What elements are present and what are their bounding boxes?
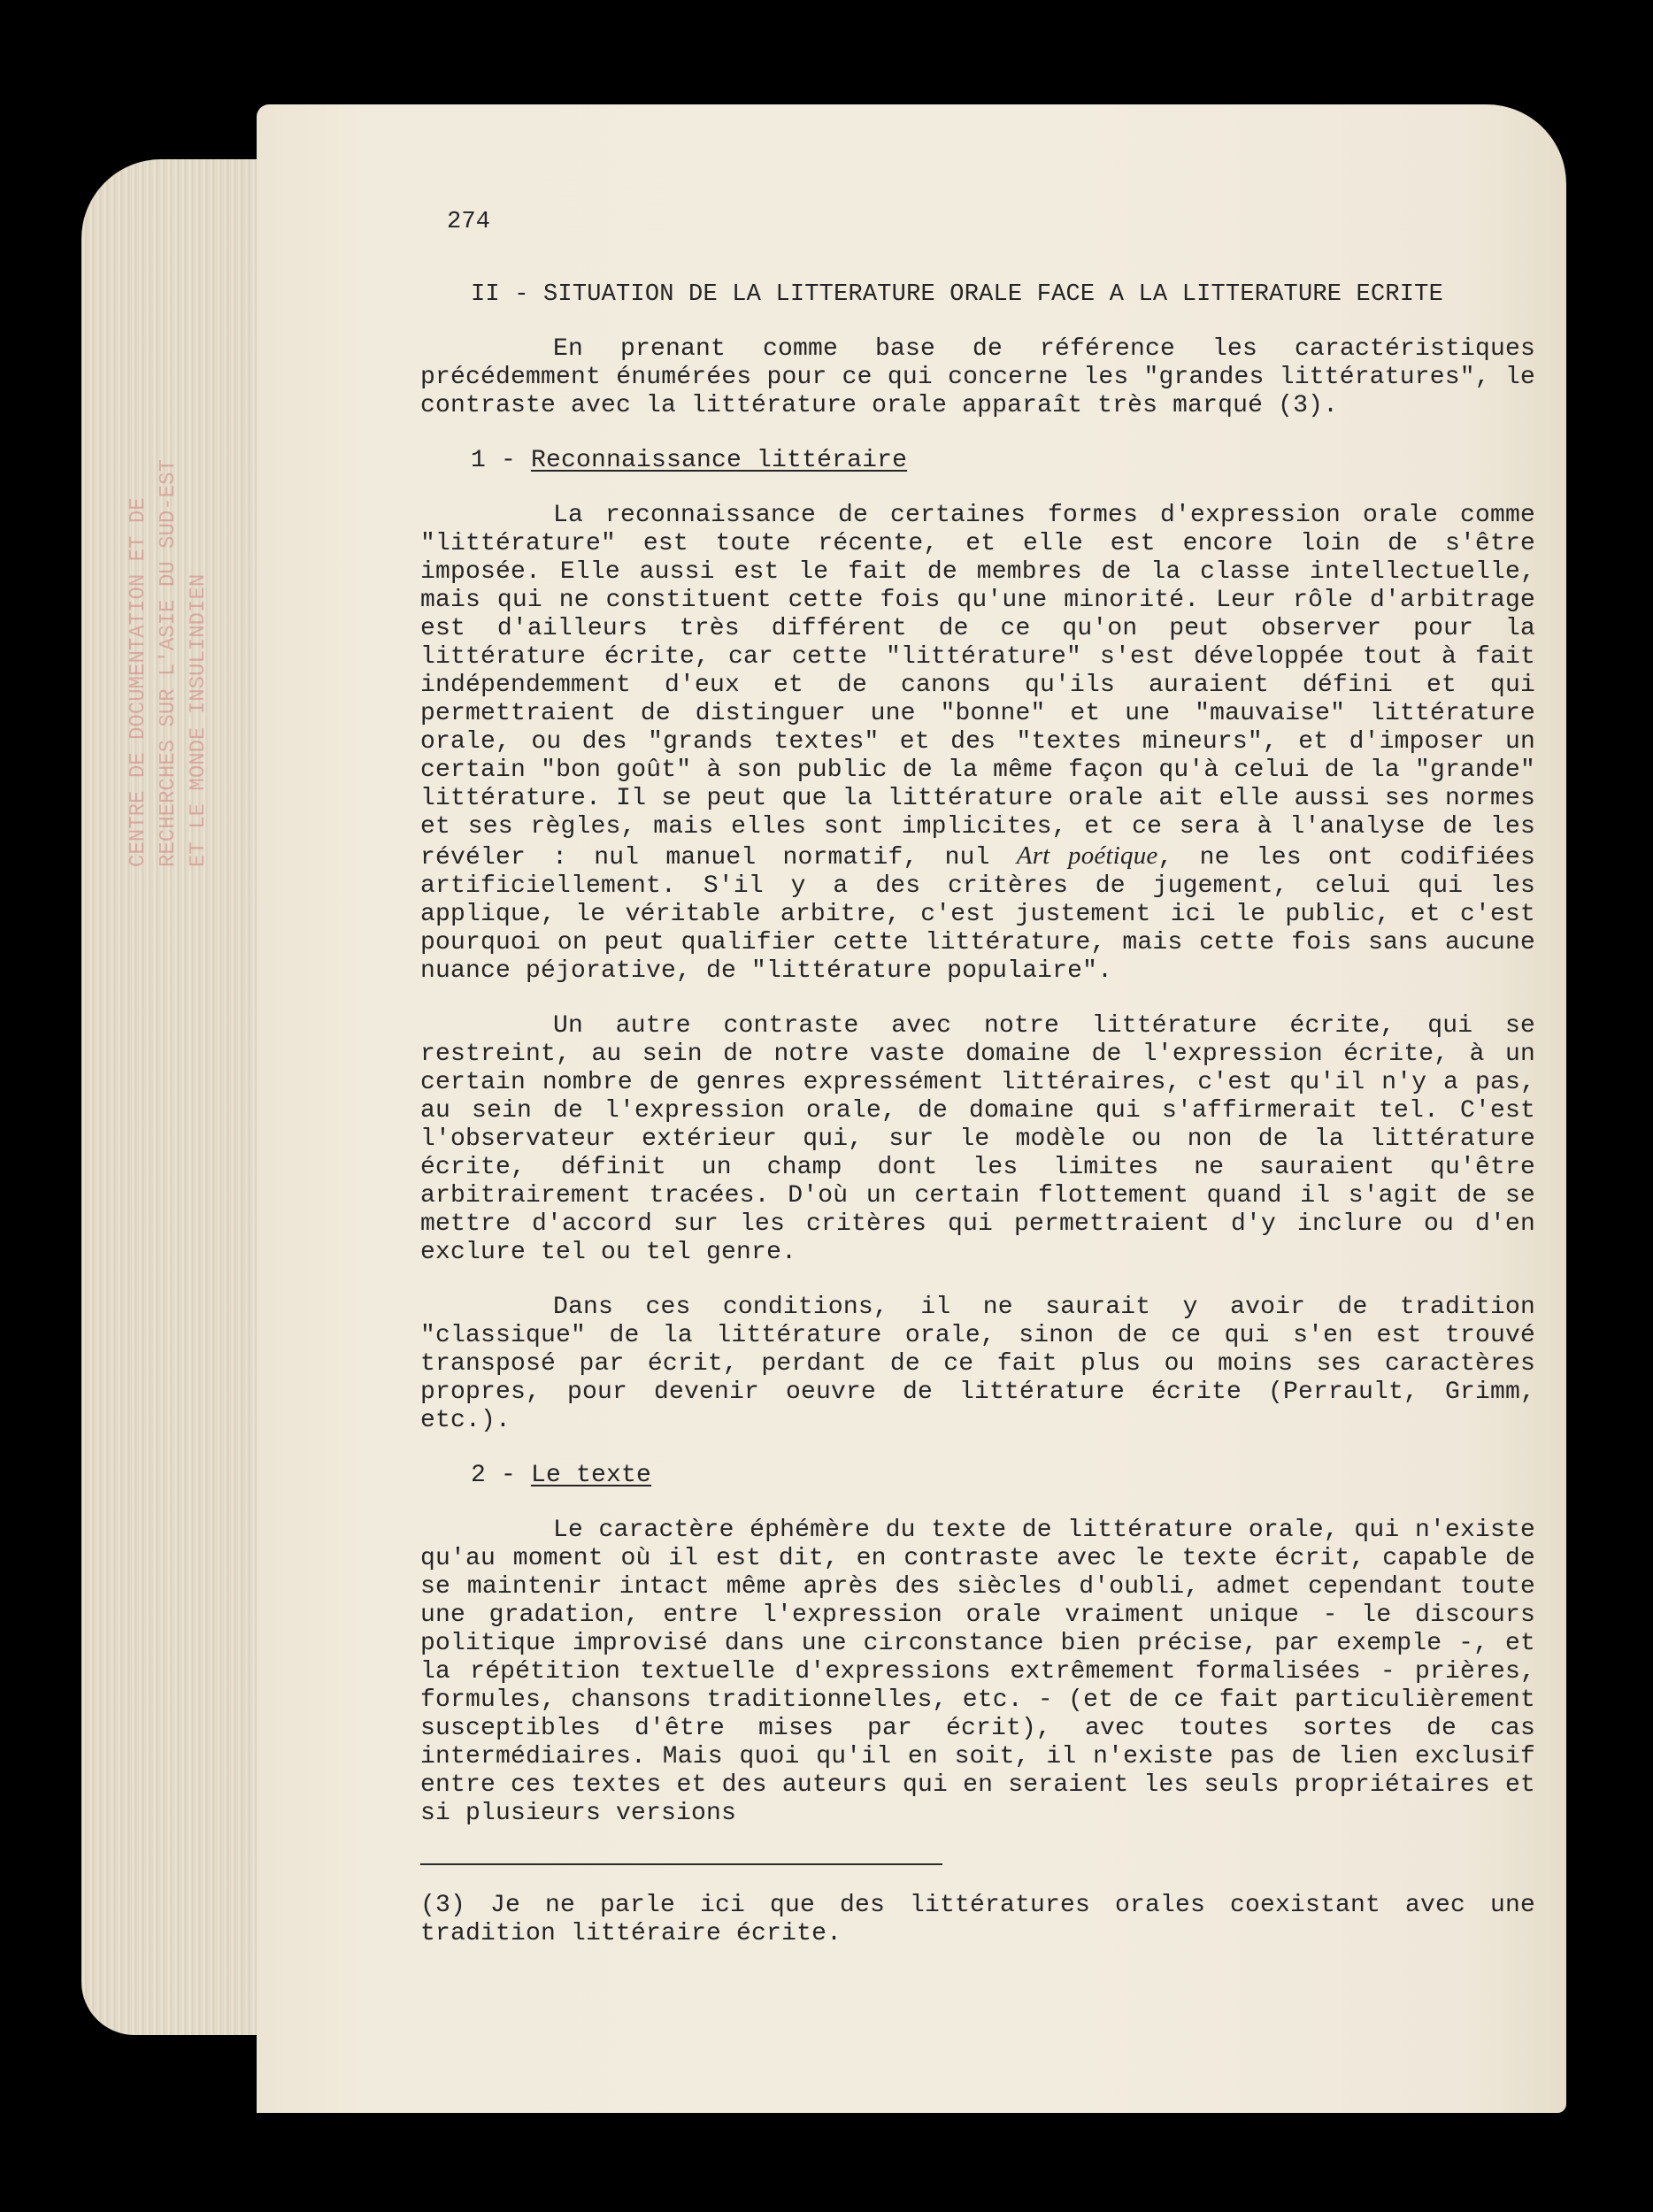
subsection-1-number: 1 -	[471, 447, 532, 474]
footnote-divider	[420, 1863, 942, 1865]
paragraph-text: , ne les ont codifiées artificiellement. S'il y a des critères de jugement, celui qui les applique, le véritable arbitre, c'est justement ici le public, et c'est pourquoi on peut qualifier cette littérature, mais cette fois sans aucune nuance péjorative, de "littérature populaire".	[420, 844, 1535, 985]
stamp-line-1: CENTRE DE DOCUMENTATION ET DE	[127, 497, 150, 867]
intro-paragraph: En prenant comme base de référence les caractéristiques précédemment énumérées pour ce qui concerne les "grandes littératures", le contraste avec la littérature orale apparaît très marqué (3).	[420, 335, 1535, 419]
footnote: (3) Je ne parle ici que des littératures orales coexistant avec une tradition littéraire écrite.	[420, 1892, 1535, 1947]
subsection-1-paragraph-2: Un autre contraste avec notre littérature écrite, qui se restreint, au sein de notre vaste domaine de l'expression écrite, à un certain nombre de genres expressément littéraires, c'est qu'il n'y a pas, au sein de l'expression orale, de domaine qui s'affirmerait tel. C'est l'observateur extérieur qui, sur le modèle ou non de la littérature écrite, définit un champ dont les limites ne sauraient qu'être arbitrairement tracées. D'où un certain flottement quand il s'agit de se mettre d'accord sur les critères qui permettraient d'y inclure ou d'en exclure tel ou tel genre.	[420, 1012, 1535, 1266]
paragraph-text: La reconnaissance de certaines formes d'expression orale comme "littérature" est toute récente, et elle est encore loin de s'être imposée. Elle aussi est le fait de membres de la classe intellectuelle, mais qui ne constituent cette fois qu'une minorité. Leur rôle d'arbitrage est d'ailleurs très différent de ce qu'on peut observer pour la littérature écrite, car cette "littérature" s'est développée tout à fait indépendemment d'eux et de canons qu'ils auraient défini et qui permettraient de distinguer une "bonne" et une "mauvaise" littérature orale, ou des "grands textes" et des "textes mineurs", et d'imposer un certain "bon goût" à son public de la même façon qu'à celui de la "grande" littérature. Il se peut que la littérature orale ait elle aussi ses normes et ses règles, mais elles sont implicites, et ce sera à l'analyse de les révéler : nul manuel normatif, nul	[420, 502, 1535, 872]
stamp-line-3: ET LE MONDE INSULINDIEN	[187, 573, 211, 867]
subsection-1-heading	[471, 447, 1535, 475]
section-heading: II - SITUATION DE LA LITTERATURE ORALE FACE A LA LITTERATURE ECRITE	[471, 281, 1443, 308]
subsection-1-paragraph-3: Dans ces conditions, il ne saurait y avoir de tradition "classique" de la littérature orale, sinon de ce qui s'en est trouvé transposé par écrit, perdant de ce fait plus ou moins ses caractères propres, pour devenir oeuvre de littérature écrite (Perrault, Grimm, etc.).	[420, 1294, 1535, 1434]
subsection-1-title: Reconnaissance littéraire	[531, 447, 908, 474]
page-content	[420, 208, 1535, 1973]
subsection-2-paragraph-1: Le caractère éphémère du texte de littérature orale, qui n'existe qu'au moment où il est dit, en contraste avec le texte écrit, capable de se maintenir intact même après des siècles d'oubli, admet cependant toute une gradation, entre l'expression orale vraiment unique - le discours politique improvisé dans une circonstance bien précise, par exemple -, et la répétition textuelle d'expressions extrêmement formalisées - prières, formules, chansons traditionnelles, etc. - (et de ce fait particulièrement susceptibles d'être mises par écrit), avec toutes sortes de cas intermédiaires. Mais quoi qu'il en soit, il n'existe pas de lien exclusif entre ces textes et des auteurs qui en seraient les seuls propriétaires et si plusieurs versions	[420, 1517, 1535, 1827]
italic-title: Art poétique	[1016, 841, 1158, 870]
subsection-1-paragraph-1	[420, 502, 1535, 986]
stamp-line-2: RECHERCHES SUR L'ASIE DU SUD-EST	[157, 459, 181, 867]
subsection-2-title: Le texte	[531, 1462, 652, 1489]
subsection-2-number: 2 -	[471, 1462, 532, 1489]
subsection-2-heading	[471, 1462, 1535, 1490]
page-number: 274	[447, 209, 491, 235]
